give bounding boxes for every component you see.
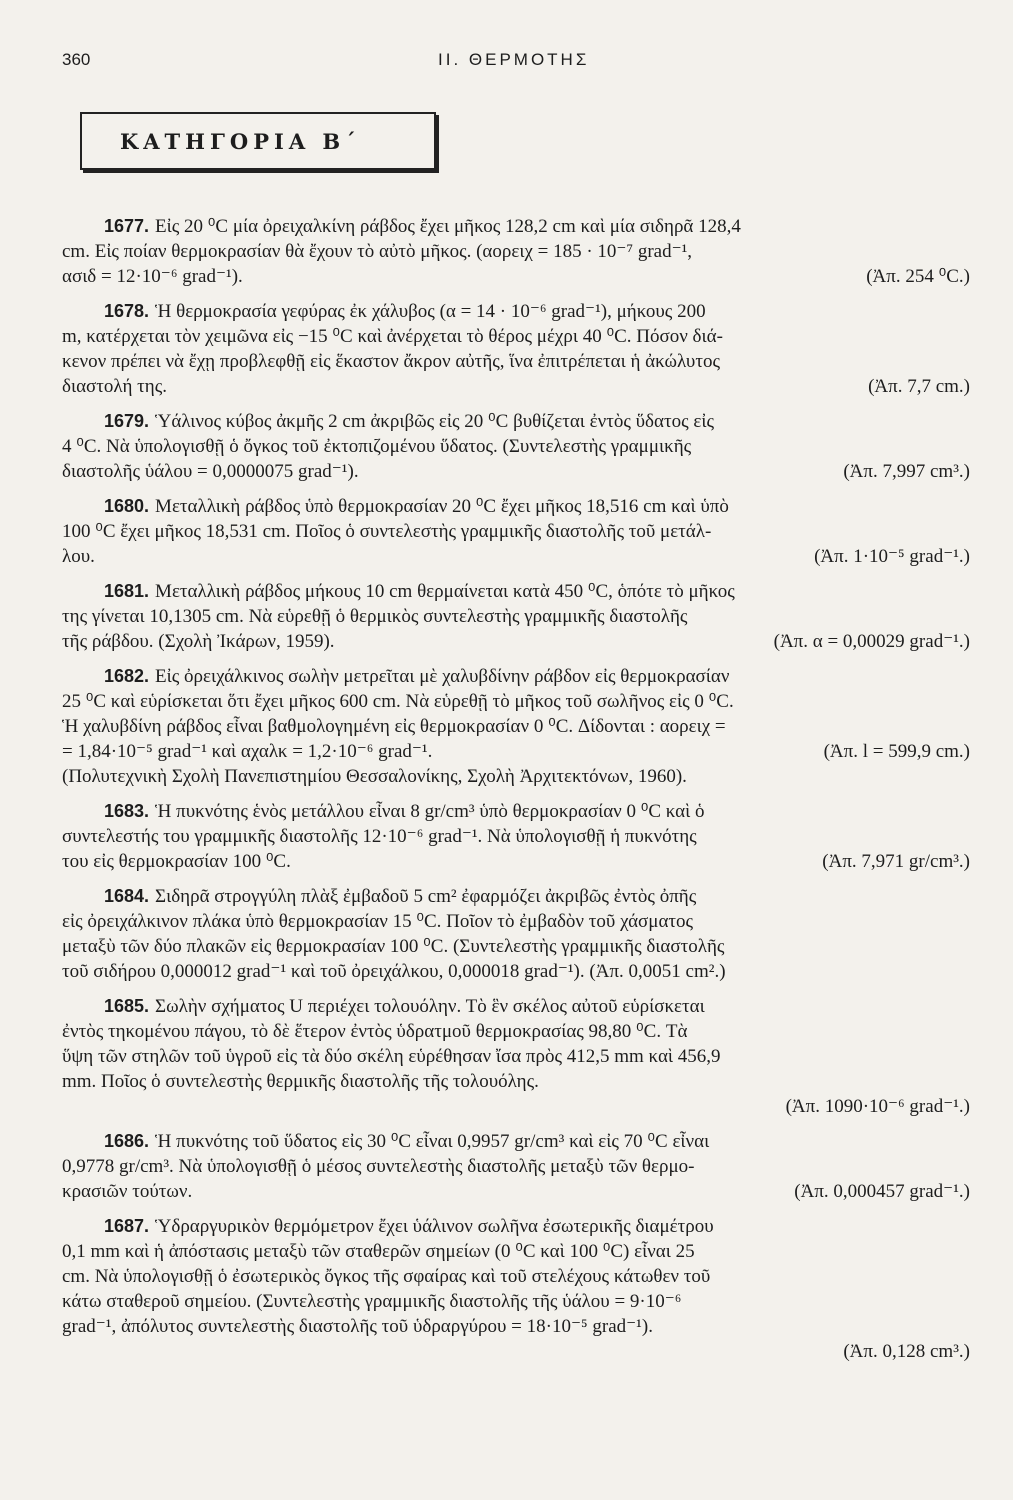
problem-line (62, 519, 970, 544)
problem-text: διαστολῆς ὑάλου = 0,0000075 grad⁻¹). (62, 461, 359, 482)
problem-text: Μεταλλικὴ ράβδος ὑπὸ θερμοκρασίαν 20 ⁰C ἔχει μῆκος 18,516 cm καὶ ὑπὸ (155, 496, 729, 517)
problem-number: 1685. (104, 996, 150, 1016)
problem-text: τῆς ράβδου. (Σχολὴ Ἰκάρων, 1959). (62, 631, 335, 652)
problem-text: ἐντὸς τηκομένου πάγου, τὸ δὲ ἕτερον ἐντὸς ὑδρατμοῦ θερμοκρασίας 98,80 ⁰C. Τὰ (62, 1021, 688, 1042)
problem-line (62, 544, 970, 569)
problem-line (62, 1289, 970, 1314)
problem-line (62, 1154, 970, 1179)
problem-line (62, 434, 970, 459)
answer: (Ἀπ. 7,997 cm³.) (843, 461, 970, 482)
answer: (Ἀπ. 254 ⁰C.) (866, 266, 970, 287)
problem-line (62, 299, 970, 324)
problem-1687 (62, 1214, 970, 1364)
problem-line (62, 374, 970, 399)
problem-text: διαστολή της. (62, 376, 167, 397)
problem-text: Μεταλλικὴ ράβδος μήκους 10 cm θερμαίνεται κατὰ 450 ⁰C, ὁπότε τὸ μῆκος (155, 581, 735, 602)
running-head: ΙΙ. ΘΕΡΜΟΤΗΣ (438, 50, 590, 69)
problem-text: λου. (62, 546, 95, 567)
problem-text: mm. Ποῖος ὁ συντελεστὴς θερμικῆς διαστολῆς τῆς τολουόλης. (62, 1071, 539, 1092)
problem-line (62, 409, 970, 434)
problem-number: 1684. (104, 886, 150, 906)
problem-1682 (62, 664, 970, 789)
problem-line (62, 664, 970, 689)
problem-line (62, 1044, 970, 1069)
problem-text: μεταξὺ τῶν δύο πλακῶν εἰς θερμοκρασίαν 100 ⁰C. (Συντελεστὴς γραμμικῆς διαστολῆς (62, 936, 725, 957)
problem-1683 (62, 799, 970, 874)
problem-line (62, 764, 970, 789)
problem-line (62, 1214, 970, 1239)
answer: (Ἀπ. α = 0,00029 grad⁻¹.) (773, 631, 970, 652)
answer: (Ἀπ. 7,7 cm.) (868, 376, 970, 397)
page (62, 50, 970, 1374)
problem-line (62, 1239, 970, 1264)
problem-text: Ἡ πυκνότης τοῦ ὕδατος εἰς 30 ⁰C εἶναι 0,9957 gr/cm³ καὶ εἰς 70 ⁰C εἶναι (155, 1131, 710, 1152)
problem-number: 1682. (104, 666, 150, 686)
problem-text: Εἰς 20 ⁰C μία ὀρειχαλκίνη ράβδος ἔχει μῆκος 128,2 cm καὶ μία σιδηρᾶ 128,4 (155, 216, 741, 237)
problem-number: 1680. (104, 496, 150, 516)
problem-line (62, 459, 970, 484)
answer: (Ἀπ. 0,128 cm³.) (843, 1341, 970, 1362)
problem-line (62, 1179, 970, 1204)
problem-line (62, 994, 970, 1019)
problem-text: Εἰς ὀρειχάλκινος σωλὴν μετρεῖται μὲ χαλυβδίνην ράβδον εἰς θερμοκρασίαν (155, 666, 730, 687)
problem-line (62, 1019, 970, 1044)
problem-number: 1687. (104, 1216, 150, 1236)
problem-text: κενον πρέπει νὰ ἔχῃ προβλεφθῇ εἰς ἕκαστον ἄκρον αὐτῆς, ἵνα ἐπιτρέπεται ἡ ἀκώλυτος (62, 351, 720, 372)
problem-text: συντελεστής του γραμμικῆς διαστολῆς 12·10⁻⁶ grad⁻¹. Νὰ ὑπολογισθῇ ἡ πυκνότης (62, 826, 697, 847)
problem-text: cm. Νὰ ὑπολογισθῇ ὁ ἐσωτερικὸς ὄγκος τῆς σφαίρας καὶ τοῦ στελέχους κάτωθεν τοῦ (62, 1266, 711, 1287)
problem-line (62, 849, 970, 874)
category-title: ΚΑΤΗΓΟΡΙΑ Β΄ (120, 128, 361, 154)
problem-text: εἰς ὀρειχάλκινον πλάκα ὑπὸ θερμοκρασίαν 15 ⁰C. Ποῖον τὸ ἐμβαδὸν τοῦ χάσματος (62, 911, 694, 932)
problem-text: του εἰς θερμοκρασίαν 100 ⁰C. (62, 851, 291, 872)
problem-line (62, 1069, 970, 1094)
problem-text: m, κατέρχεται τὸν χειμῶνα εἰς −15 ⁰C καὶ ἀνέρχεται τὸ θέρος μέχρι 40 ⁰C. Πόσον διά- (62, 326, 723, 347)
problem-line (62, 1339, 970, 1364)
problem-line (62, 959, 970, 984)
problem-text: Ὑάλινος κύβος ἀκμῆς 2 cm ἀκριβῶς εἰς 20 ⁰C βυθίζεται ἐντὸς ὕδατος εἰς (155, 411, 714, 432)
answer: (Ἀπ. 1·10⁻⁵ grad⁻¹.) (814, 546, 970, 567)
problem-text: Ἡ πυκνότης ἑνὸς μετάλλου εἶναι 8 gr/cm³ ὑπὸ θερμοκρασίαν 0 ⁰C καὶ ὁ (155, 801, 705, 822)
problem-text: (Πολυτεχνικὴ Σχολὴ Πανεπιστημίου Θεσσαλονίκης, Σχολὴ Ἀρχιτεκτόνων, 1960). (62, 766, 687, 787)
problem-line (62, 1094, 970, 1119)
problem-number: 1679. (104, 411, 150, 431)
problem-line (62, 629, 970, 654)
problem-line (62, 934, 970, 959)
answer: (Ἀπ. 0,000457 grad⁻¹.) (794, 1181, 970, 1202)
problem-text: Σωλὴν σχήματος U περιέχει τολουόλην. Τὸ ἓν σκέλος αὐτοῦ εὑρίσκεται (155, 996, 705, 1017)
problem-number: 1678. (104, 301, 150, 321)
problem-text: Ἡ θερμοκρασία γεφύρας ἐκ χάλυβος (α = 14 · 10⁻⁶ grad⁻¹), μήκους 200 (155, 301, 706, 322)
problem-line (62, 579, 970, 604)
problem-line (62, 264, 970, 289)
answer: (Ἀπ. 7,971 gr/cm³.) (822, 851, 970, 872)
problem-line (62, 214, 970, 239)
problem-line (62, 494, 970, 519)
problem-line (62, 689, 970, 714)
problem-line (62, 324, 970, 349)
problem-line (62, 349, 970, 374)
problem-text: 4 ⁰C. Νὰ ὑπολογισθῇ ὁ ὄγκος τοῦ ἐκτοπιζομένου ὕδατος. (Συντελεστὴς γραμμικῆς (62, 436, 692, 457)
problem-text: 0,1 mm καὶ ἡ ἀπόστασις μεταξὺ τῶν σταθερῶν σημείων (0 ⁰C καὶ 100 ⁰C) εἶναι 25 (62, 1241, 695, 1262)
problem-line (62, 1129, 970, 1154)
problem-1681 (62, 579, 970, 654)
problem-text: κάτω σταθεροῦ σημείου. (Συντελεστὴς γραμμικῆς διαστολῆς τῆς ὑάλου = 9·10⁻⁶ (62, 1291, 682, 1312)
problem-list (62, 214, 970, 1364)
problem-line (62, 824, 970, 849)
problem-line (62, 1264, 970, 1289)
problem-number: 1686. (104, 1131, 150, 1151)
problem-text: cm. Εἰς ποίαν θερμοκρασίαν θὰ ἔχουν τὸ αὐτὸ μῆκος. (αορειχ = 185 · 10⁻⁷ grad⁻¹, (62, 241, 693, 262)
problem-1680 (62, 494, 970, 569)
problem-number: 1683. (104, 801, 150, 821)
problem-line (62, 884, 970, 909)
problem-text: 100 ⁰C ἔχει μῆκος 18,531 cm. Ποῖος ὁ συντελεστὴς γραμμικῆς διαστολῆς τοῦ μετάλ- (62, 521, 712, 542)
problem-line (62, 714, 970, 739)
answer: (Ἀπ. l = 599,9 cm.) (823, 741, 970, 762)
page-header (62, 50, 970, 86)
problem-number: 1681. (104, 581, 150, 601)
problem-text: grad⁻¹, ἀπόλυτος συντελεστὴς διαστολῆς τοῦ ὑδραργύρου = 18·10⁻⁵ grad⁻¹). (62, 1316, 653, 1337)
problem-1679 (62, 409, 970, 484)
problem-text: ὕψη τῶν στηλῶν τοῦ ὑγροῦ εἰς τὰ δύο σκέλη εὑρέθησαν ἴσα πρὸς 412,5 mm καὶ 456,9 (62, 1046, 721, 1067)
problem-text: Ἡ χαλυβδίνη ράβδος εἶναι βαθμολογημένη εἰς θερμοκρασίαν 0 ⁰C. Δίδονται : αορειχ = (62, 716, 726, 737)
problem-text: = 1,84·10⁻⁵ grad⁻¹ καὶ αχαλκ = 1,2·10⁻⁶ grad⁻¹. (62, 741, 433, 762)
problem-text: τοῦ σιδήρου 0,000012 grad⁻¹ καὶ τοῦ ὀρειχάλκου, 0,000018 grad⁻¹). (Ἀπ. 0,0051 cm².) (62, 961, 726, 982)
problem-1684 (62, 884, 970, 984)
problem-1686 (62, 1129, 970, 1204)
problem-1685 (62, 994, 970, 1119)
problem-text: κρασιῶν τούτων. (62, 1181, 193, 1202)
problem-text: Ὑδραργυρικὸν θερμόμετρον ἔχει ὑάλινον σωλῆνα ἐσωτερικῆς διαμέτρου (155, 1216, 714, 1237)
problem-text: Σιδηρᾶ στρογγύλη πλὰξ ἐμβαδοῦ 5 cm² ἐφαρμόζει ἀκριβῶς ἐντὸς ὀπῆς (155, 886, 697, 907)
problem-line (62, 909, 970, 934)
problem-line (62, 739, 970, 764)
problem-line (62, 799, 970, 824)
answer: (Ἀπ. 1090·10⁻⁶ grad⁻¹.) (785, 1096, 970, 1117)
problem-text: 0,9778 gr/cm³. Νὰ ὑπολογισθῇ ὁ μέσος συντελεστὴς διαστολῆς μεταξὺ τῶν θερμο- (62, 1156, 695, 1177)
category-heading (80, 112, 436, 170)
problem-1677 (62, 214, 970, 289)
problem-number: 1677. (104, 216, 150, 236)
problem-line (62, 604, 970, 629)
problem-line (62, 239, 970, 264)
problem-text: 25 ⁰C καὶ εὑρίσκεται ὅτι ἔχει μῆκος 600 cm. Νὰ εὑρεθῇ τὸ μῆκος τοῦ σωλῆνος εἰς 0 ⁰C. (62, 691, 734, 712)
problem-text: της γίνεται 10,1305 cm. Νὰ εὑρεθῇ ὁ θερμικὸς συντελεστὴς γραμμικῆς διαστολῆς (62, 606, 688, 627)
page-number: 360 (62, 50, 91, 69)
problem-text: ασιδ = 12·10⁻⁶ grad⁻¹). (62, 266, 243, 287)
problem-line (62, 1314, 970, 1339)
problem-1678 (62, 299, 970, 399)
